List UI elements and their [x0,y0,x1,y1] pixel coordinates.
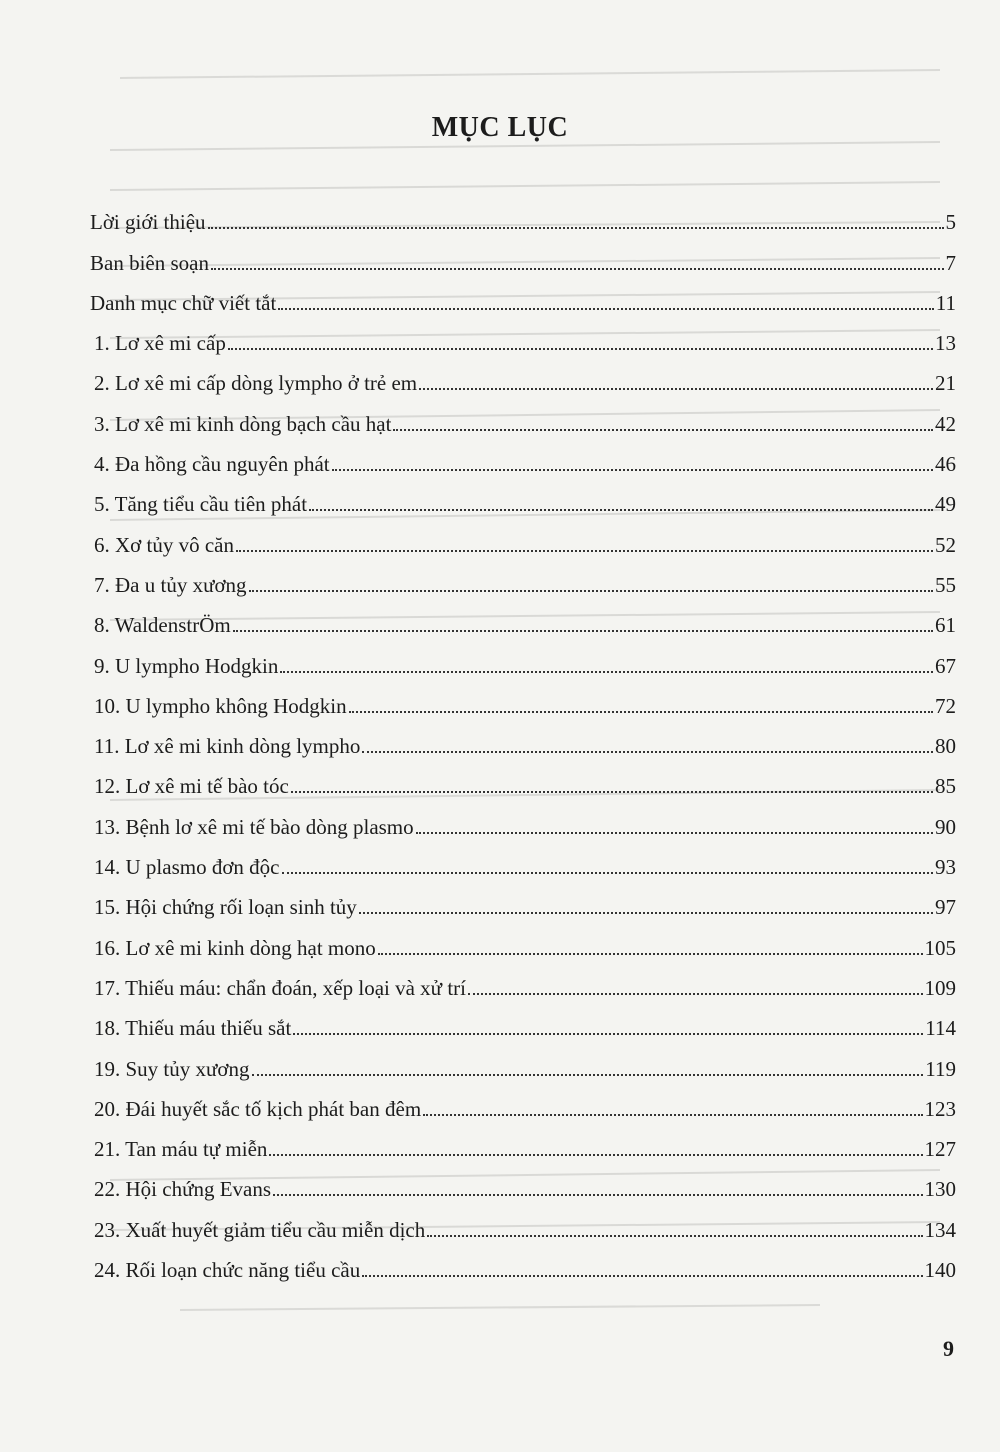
toc-entry-page: 114 [925,1016,956,1041]
dot-leader [359,912,933,914]
toc-entry-page: 134 [924,1217,956,1242]
toc-entry-title: 11. Lơ xê mi kinh dòng lympho [94,734,361,759]
table-of-contents [90,193,956,1281]
toc-entry-title: Ban biên soạn [90,250,209,275]
dot-leader [468,993,923,995]
toc-entry-page: 90 [935,814,956,839]
dot-leader [228,348,933,350]
toc-entry-page: 61 [935,613,956,638]
toc-entry-title: 3. Lơ xê mi kinh dòng bạch cầu hạt [94,411,392,436]
toc-entry [90,918,956,958]
toc-entry-title: 9. U lympho Hodgkin [94,653,279,678]
toc-entry-page: 80 [935,734,956,759]
toc-entry [90,717,956,757]
dot-leader [273,1194,922,1196]
toc-entry-page: 52 [935,532,956,557]
toc-entry-page: 109 [924,975,956,1000]
toc-entry-page: 13 [935,331,956,356]
toc-entry-page: 127 [924,1137,956,1162]
toc-entry-page: 55 [935,572,956,597]
dot-leader [423,1114,922,1116]
toc-entry [90,354,956,394]
toc-entry [90,757,956,797]
toc-entry-page: 21 [935,371,956,396]
toc-entry-title: 21. Tan máu tự miễn [94,1137,268,1162]
toc-entry-page: 119 [925,1056,956,1081]
toc-entry [90,193,956,233]
toc-entry [90,838,956,878]
toc-entry-title: 19. Suy tủy xương [94,1056,250,1081]
toc-entry-page: 7 [945,250,956,275]
toc-entry-page: 42 [935,411,956,436]
toc-entry-page: 123 [924,1096,956,1121]
toc-entry-title: 6. Xơ tủy vô căn [94,532,234,557]
dot-leader [233,630,933,632]
dot-leader [280,671,933,673]
toc-entry-title: 12. Lơ xê mi tế bào tóc [94,774,289,799]
toc-entry [90,596,956,636]
dot-leader [252,1074,924,1076]
toc-entry-title: 16. Lơ xê mi kinh dòng hạt mono [94,935,376,960]
dot-leader [236,550,933,552]
toc-entry-title: 5. Tăng tiểu cầu tiên phát [94,492,308,517]
toc-entry-page: 11 [935,290,956,315]
toc-entry-title: 17. Thiếu máu: chẩn đoán, xếp loại và xử trí [94,975,466,1000]
dot-leader [349,711,933,713]
dot-leader [269,1154,922,1156]
toc-entry [90,274,956,314]
toc-entry [90,636,956,676]
toc-entry [90,515,956,555]
dot-leader [427,1235,922,1237]
toc-entry [90,394,956,434]
dot-leader [362,751,933,753]
toc-entry-title: 24. Rối loạn chức năng tiểu cầu [94,1258,361,1283]
toc-entry-page: 49 [935,492,956,517]
toc-entry [90,797,956,837]
toc-entry-title: 4. Đa hồng cầu nguyên phát [94,452,330,477]
toc-entry-title: Danh mục chữ viết tắt [90,290,277,315]
toc-entry-page: 85 [935,774,956,799]
dot-leader [419,388,933,390]
toc-entry [90,314,956,354]
toc-entry-page: 140 [924,1258,956,1283]
dot-leader [278,308,933,310]
toc-entry-title: 18. Thiếu máu thiếu sắt [94,1016,292,1041]
toc-entry [90,1241,956,1281]
toc-entry-page: 46 [935,452,956,477]
dot-leader [211,268,944,270]
toc-entry-title: 7. Đa u tủy xương [94,572,247,597]
toc-entry [90,999,956,1039]
toc-entry-title: Lời giới thiệu [90,210,206,235]
toc-entry [90,677,956,717]
toc-entry [90,233,956,273]
toc-entry-title: 2. Lơ xê mi cấp dòng lympho ở trẻ em [94,371,418,396]
toc-entry-title: 10. U lympho không Hodgkin [94,693,347,718]
toc-entry-page: 130 [924,1177,956,1202]
dot-leader [293,1033,923,1035]
page-number: 9 [943,1336,954,1361]
toc-entry [90,959,956,999]
dot-leader [416,832,933,834]
dot-leader [291,791,933,793]
toc-entry [90,1039,956,1079]
toc-entry-page: 97 [935,895,956,920]
toc-entry [90,1160,956,1200]
dot-leader [332,469,933,471]
toc-entry-title: 15. Hội chứng rối loạn sinh tủy [94,895,357,920]
toc-entry-page: 5 [945,210,956,235]
toc-entry-page: 93 [935,855,956,880]
toc-entry [90,1200,956,1240]
toc-entry-title: 23. Xuất huyết giảm tiểu cầu miễn dịch [94,1217,426,1242]
dot-leader [309,509,933,511]
toc-entry-page: 105 [924,935,956,960]
toc-entry-page: 72 [935,693,956,718]
toc-entry-title: 20. Đái huyết sắc tố kịch phát ban đêm [94,1096,422,1121]
toc-entry [90,1120,956,1160]
toc-entry-title: 22. Hội chứng Evans [94,1177,272,1202]
toc-entry-title: 1. Lơ xê mi cấp [94,331,226,356]
toc-entry [90,556,956,596]
dot-leader [362,1275,922,1277]
toc-entry [90,475,956,515]
toc-entry-title: 14. U plasmo đơn độc [94,855,280,880]
toc-entry [90,878,956,918]
toc-entry-title: 8. WaldenstrÖm [94,613,231,638]
dot-leader [249,590,933,592]
dot-leader [208,227,944,229]
page-title: MỤC LỤC [431,112,569,143]
dot-leader [378,953,923,955]
toc-entry-title: 13. Bệnh lơ xê mi tế bào dòng plasmo [94,814,414,839]
dot-leader [282,872,933,874]
toc-entry [90,435,956,475]
toc-entry-page: 67 [935,653,956,678]
toc-entry [90,1080,956,1120]
dot-leader [393,429,933,431]
